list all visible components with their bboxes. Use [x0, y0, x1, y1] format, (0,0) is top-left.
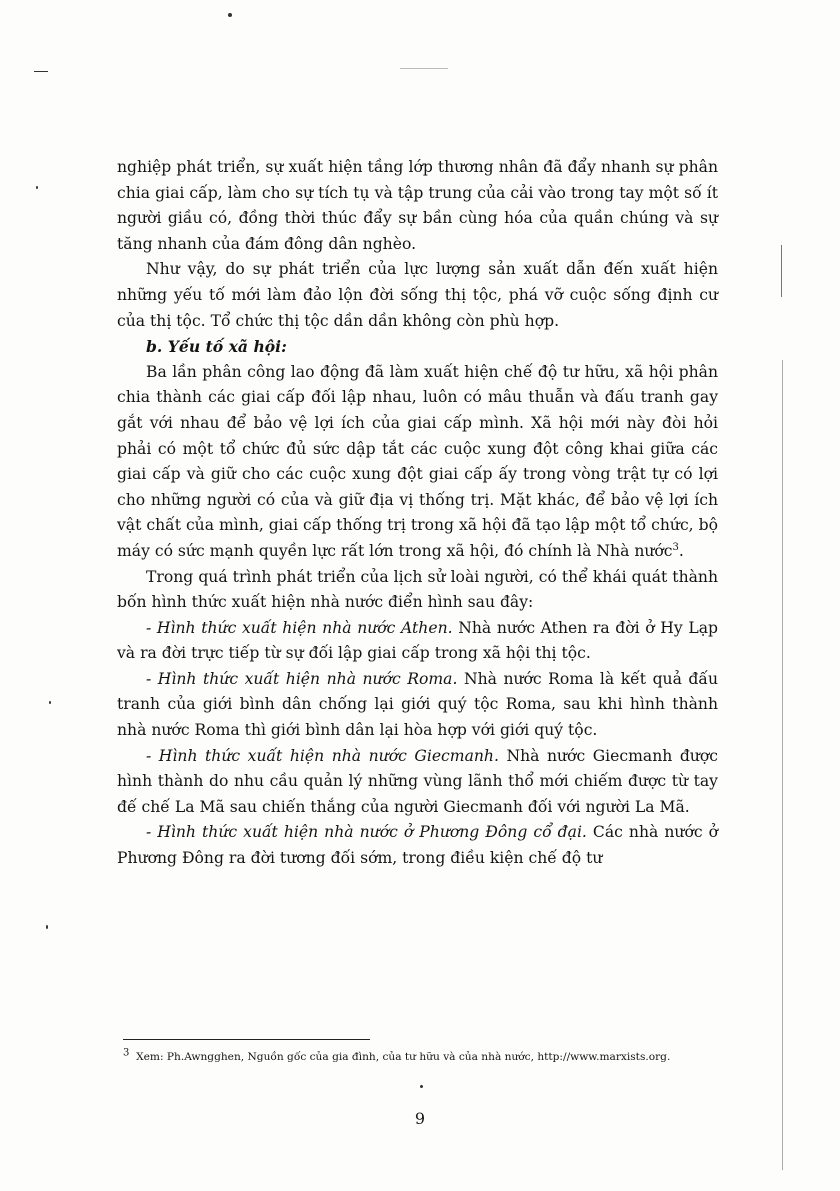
scan-speck — [49, 701, 51, 704]
paragraph: nghiệp phát triển, sự xuất hiện tầng lớp thương nhân đã đẩy nhanh sự phân chia giai cấp, làm cho sự tích tụ và tập trung của cải vào trong tay một số ít người giầu có, đồng thời thúc đẩy sự bần cùng hóa của quần chúng và sự tăng nhanh của đám đông dân nghèo. — [117, 158, 718, 253]
body-text — [117, 155, 718, 872]
list-item — [117, 820, 718, 871]
form-title: - Hình thức xuất hiện nhà nước ở Phương Đông cổ đại. — [146, 823, 587, 842]
paragraph-end: . — [678, 541, 684, 560]
list-item — [117, 744, 718, 821]
paragraph: Trong quá trình phát triển của lịch sử loài người, có thể khái quát thành bốn hình thức xuất hiện nhà nước điển hình sau đây: — [117, 567, 718, 612]
scan-dash — [400, 68, 448, 69]
form-text: Các nhà nước ở Phương Đông ra đời tương đối sớm, trong điều kiện chế độ tư — [117, 823, 718, 868]
scan-edge-line — [781, 245, 782, 297]
footnote-marker: 3 — [123, 1047, 130, 1059]
section-heading: b. Yếu tố xã hội: — [146, 337, 287, 357]
form-title: - Hình thức xuất hiện nhà nước Roma. — [146, 669, 458, 688]
page-number: 9 — [414, 1109, 426, 1128]
footnote-divider — [123, 1039, 370, 1040]
scan-edge-line — [782, 360, 783, 1170]
margin-mark — [34, 71, 48, 72]
scan-speck — [228, 13, 232, 17]
form-text: Nhà nước Roma là kết quả đấu tranh của giới bình dân chống lại giới quý tộc Roma, sau khi hình thành nhà nước Roma thì giới bình dân lại hòa hợp với giới quý tộc. — [117, 669, 718, 740]
paragraph — [117, 360, 718, 565]
form-text: Nhà nước Giecmanh được hình thành do nhu cầu quản lý những vùng lãnh thổ mới chiếm được từ tay đế chế La Mã sau chiến thắng của người Giecmanh đối với người La Mã. — [117, 746, 718, 816]
form-title: - Hình thức xuất hiện nhà nước Athen. — [146, 618, 453, 637]
scan-speck — [46, 925, 48, 929]
form-title: - Hình thức xuất hiện nhà nước Giecmanh. — [146, 746, 499, 765]
footnote — [123, 1048, 718, 1066]
footnote-reference: 3 — [672, 541, 679, 553]
paragraph-text: Ba lần phân công lao động đã làm xuất hiện chế độ tư hữu, xã hội phân chia thành các giai cấp đối lập nhau, luôn có mâu thuẫn và đấu tranh gay gắt với nhau để bảo vệ lợi ích của giai cấp mình. Xã hội mới này đòi hỏi phải có một tổ chức đủ sức dập tắt các cuộc xung đột công khai giữa các giai cấp và giữ cho các cuộc xung đột giai cấp ấy trong vòng trật tự có lợi cho những người có của và giữ địa vị thống trị. Mặt khác, để bảo vệ lợi ích vật chất của mình, giai cấp thống trị trong xã hội đã tạo lập một tổ chức, bộ máy có sức mạnh quyền lực rất lớn trong xã hội, đó chính là Nhà nước — [117, 362, 718, 560]
footnote-text: Xem: Ph.Awngghen, Nguồn gốc của gia đình, của tư hữu và của nhà nước, http://www.marxists.org. — [136, 1051, 671, 1063]
list-item — [117, 616, 718, 667]
paragraph: Như vậy, do sự phát triển của lực lượng sản xuất dẫn đến xuất hiện những yếu tố mới làm đảo lộn đời sống thị tộc, phá vỡ cuộc sống định cư của thị tộc. Tổ chức thị tộc dần dần không còn phù hợp. — [117, 260, 718, 330]
form-text: Nhà nước Athen ra đời ở Hy Lạp và ra đời trực tiếp từ sự đối lập giai cấp trong xã hội thị tộc. — [117, 618, 718, 663]
scan-speck — [36, 186, 38, 189]
scan-speck — [420, 1085, 423, 1088]
list-item — [117, 667, 718, 744]
